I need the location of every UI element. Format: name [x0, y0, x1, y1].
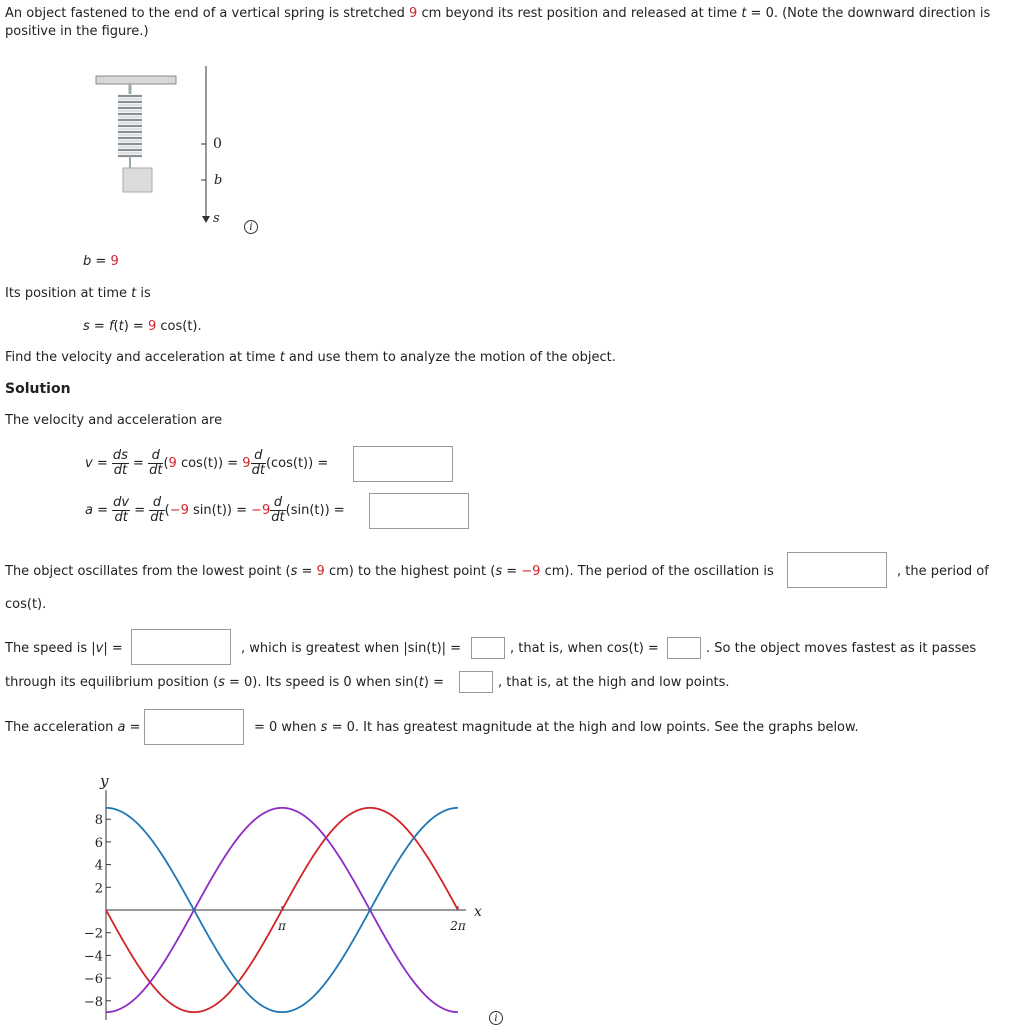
b-value: b = 9: [83, 254, 119, 269]
spring-mass: [123, 168, 152, 192]
speed-text-line2-end: , that is, at the high and low points.: [498, 675, 730, 690]
acceleration-text-2: = 0 when s = 0. It has greatest magnitude at the high and low points. See the graphs below.: [254, 720, 859, 735]
x-tick-label: 2π: [450, 919, 466, 933]
y-tick-label: 8: [94, 813, 103, 829]
sin-max-input[interactable]: [471, 637, 505, 659]
speed-input[interactable]: [131, 629, 231, 665]
oscillation-text-line2: cos(t).: [5, 597, 47, 612]
speed-text-line2: through its equilibrium position (s = 0). Its speed is 0 when sin(t) =: [5, 675, 444, 690]
axis-label-s: s: [213, 211, 220, 226]
acceleration-text: The acceleration a =: [5, 720, 141, 735]
axis-label-b: b: [214, 173, 223, 188]
spring-figure: [90, 62, 270, 237]
y-tick-label: −2: [83, 926, 103, 942]
speed-text-4: . So the object moves fastest as it passes: [706, 641, 977, 656]
y-tick-label: 2: [94, 881, 103, 897]
oscillation-text-after: , the period of: [897, 564, 989, 579]
oscillation-text: The object oscillates from the lowest point (s = 9 cm) to the highest point (s = −9 cm). The period of the oscillation is: [5, 564, 774, 579]
problem-statement: An object fastened to the end of a vertical spring is stretched 9 cm beyond its rest position and released at time t = 0. (Note the downward direction is positive in the figure.): [5, 6, 991, 39]
va-intro: The velocity and acceleration are: [5, 413, 223, 428]
y-tick-label: −6: [83, 972, 103, 988]
velocity-equation: v = $\frac{ds}{dt}$ = $\frac{d}{dt}$ (9 cos(t)) = 9 $\frac{d}{dt}$ (cos(t)) =: [85, 448, 329, 478]
axis-label-zero: 0: [213, 136, 222, 152]
velocity-answer-input[interactable]: [353, 446, 453, 482]
y-tick-label: −8: [83, 994, 103, 1010]
cos-value-input[interactable]: [667, 637, 701, 659]
period-input[interactable]: [787, 552, 887, 588]
solution-heading: Solution: [5, 381, 71, 397]
acceleration-equation: a = $\frac{dv}{dt}$ = $\frac{d}{dt}$ (−9 sin(t)) = −9 $\frac{d}{dt}$ (sin(t)) =: [85, 495, 345, 525]
x-tick-label: π: [278, 919, 286, 933]
speed-text-2: , which is greatest when |sin(t)| =: [241, 641, 462, 656]
position-intro: Its position at time t is: [5, 286, 151, 301]
y-tick-label: 4: [94, 858, 103, 874]
x-axis-label: x: [474, 904, 482, 920]
motion-graph: [70, 768, 520, 1030]
y-tick-label: −4: [83, 949, 103, 965]
acceleration-input[interactable]: [144, 709, 244, 745]
acceleration-answer-input[interactable]: [369, 493, 469, 529]
y-axis-label: y: [100, 772, 109, 790]
info-icon[interactable]: i: [244, 220, 258, 234]
y-tick-label: 6: [94, 835, 103, 851]
find-instruction: Find the velocity and acceleration at time t and use them to analyze the motion of the object.: [5, 350, 616, 365]
ceiling-mount: [96, 76, 176, 84]
sin-zero-input[interactable]: [459, 671, 493, 693]
speed-text-3: , that is, when cos(t) =: [510, 641, 659, 656]
position-equation: s = f(t) = 9 cos(t).: [83, 319, 202, 334]
speed-text: The speed is |v| =: [5, 641, 123, 656]
graph-info-icon[interactable]: i: [489, 1011, 503, 1025]
